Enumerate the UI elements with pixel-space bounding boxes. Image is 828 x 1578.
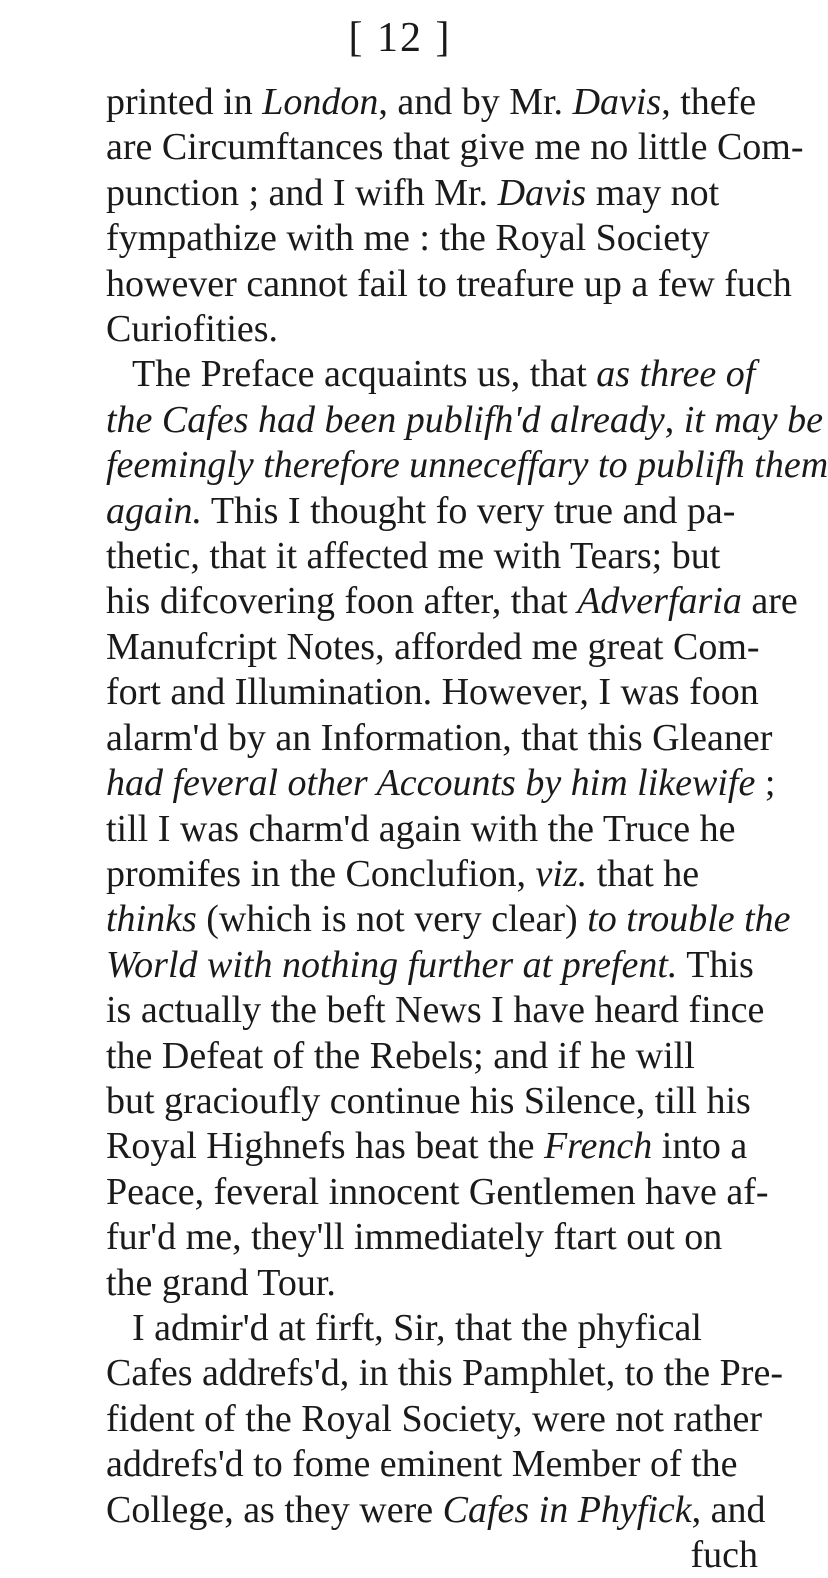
text-run: This I thought fo very true and pa- [202, 489, 736, 532]
text-run: addrefs'd to fome eminent Member of the [106, 1443, 738, 1486]
text-line [106, 807, 758, 852]
italic-text: Cafes in Phyfick [442, 1488, 692, 1531]
text-run: the grand Tour. [106, 1261, 336, 1304]
text-run: into a [652, 1125, 748, 1168]
text-line [106, 262, 792, 307]
text-line [106, 625, 758, 670]
italic-text: had feveral other Accounts by him likewife [106, 762, 756, 805]
italic-text: the Cafes had been publifh'd already [106, 398, 665, 441]
text-line [106, 80, 758, 125]
text-run: fur'd me, they'll immediately ftart out on [106, 1216, 723, 1259]
italic-text: it may be [683, 398, 823, 441]
text-run: , and [691, 1488, 766, 1531]
text-run: This [677, 943, 754, 986]
text-run: , thefe [661, 81, 757, 123]
text-run: are [741, 580, 798, 623]
text-run: , and by Mr. [378, 81, 573, 123]
text-line [106, 534, 758, 579]
text-run: fuch [690, 1534, 758, 1576]
italic-text: Davis [572, 81, 662, 123]
text-line [106, 1034, 758, 1079]
text-run: College, as they were [106, 1488, 443, 1531]
text-run: printed in [106, 81, 263, 123]
text-run: Manufcript Notes, afforded me great Com- [106, 625, 760, 668]
text-run: thetic, that it affected me with Tears; but [106, 535, 721, 578]
text-line [106, 1351, 783, 1396]
italic-text: viz. [535, 852, 588, 895]
text-run: Curiofities. [106, 308, 279, 351]
text-line [106, 125, 804, 170]
text-line [106, 1079, 758, 1124]
text-line [106, 171, 758, 216]
text-run: punction ; and I wifh Mr. [106, 171, 498, 214]
text-line [106, 489, 758, 534]
text-line [106, 1215, 758, 1260]
text-line [106, 1442, 758, 1487]
italic-text: Adverfaria [577, 580, 742, 623]
text-run: that he [587, 852, 700, 895]
body-text [106, 80, 828, 1578]
text-run: his difcovering foon after, that [106, 580, 578, 623]
text-run: Cafes addrefs'd, in this Pamphlet, to the Pre- [106, 1352, 783, 1395]
text-line [106, 1397, 762, 1442]
text-run: but gracioufly continue his Silence, till his [106, 1079, 751, 1122]
text-run: ; [755, 762, 776, 805]
italic-text: London [262, 81, 379, 123]
text-line [106, 988, 765, 1033]
text-run: are Circumftances that give me no little Com- [106, 126, 804, 169]
text-line [106, 897, 791, 942]
italic-text: feemingly therefore unneceffary to publifh them [106, 444, 828, 487]
text-run: however cannot fail to treafure up a few fuch [106, 262, 792, 305]
text-run: The Preface acquaints us, that [132, 353, 597, 396]
text-line [106, 761, 776, 806]
text-run: may not [586, 171, 720, 214]
text-run: the Defeat of the Rebels; and if he will [106, 1034, 695, 1077]
text-run: is actually the beft News I have heard fince [106, 989, 765, 1032]
text-line [106, 1488, 766, 1533]
text-line [106, 579, 798, 624]
text-run: alarm'd by an Information, that this Gleaner [106, 716, 773, 759]
page-number: [ 12 ] [348, 15, 452, 61]
text-line [106, 307, 758, 352]
text-line [106, 1124, 758, 1169]
text-run: I admir'd at firft, Sir, that the phyfical [132, 1306, 702, 1349]
text-run: (which is not very clear) [196, 898, 588, 941]
italic-text: again. [106, 489, 203, 532]
text-run: fident of the Royal Society, were not rather [106, 1397, 762, 1440]
text-line [106, 443, 828, 488]
text-run: fort and Illumination. However, I was foon [106, 671, 759, 714]
text-run: , [664, 398, 684, 441]
text-run: Royal Highnefs has beat the [106, 1125, 544, 1168]
text-line [106, 1306, 758, 1351]
text-run: Peace, feveral innocent Gentlemen have af- [106, 1170, 769, 1213]
italic-text: as three of [596, 353, 756, 396]
text-line [106, 716, 773, 761]
text-line [106, 352, 758, 397]
text-line [106, 1261, 758, 1306]
text-line [106, 943, 758, 988]
text-line [106, 1533, 758, 1578]
text-run: fympathize with me : the Royal Society [106, 217, 710, 260]
text-line [106, 1170, 769, 1215]
italic-text: World with nothing further at prefent. [106, 943, 678, 986]
text-line [106, 670, 758, 715]
text-line [106, 216, 758, 261]
italic-text: Davis [497, 171, 587, 214]
italic-text: thinks [106, 898, 197, 941]
italic-text: to trouble the [587, 898, 791, 941]
text-line [106, 398, 823, 443]
text-run: promifes in the Conclufion, [106, 852, 536, 895]
text-line [106, 852, 758, 897]
italic-text: French [543, 1125, 653, 1168]
text-run: till I was charm'd again with the Truce he [106, 807, 736, 850]
